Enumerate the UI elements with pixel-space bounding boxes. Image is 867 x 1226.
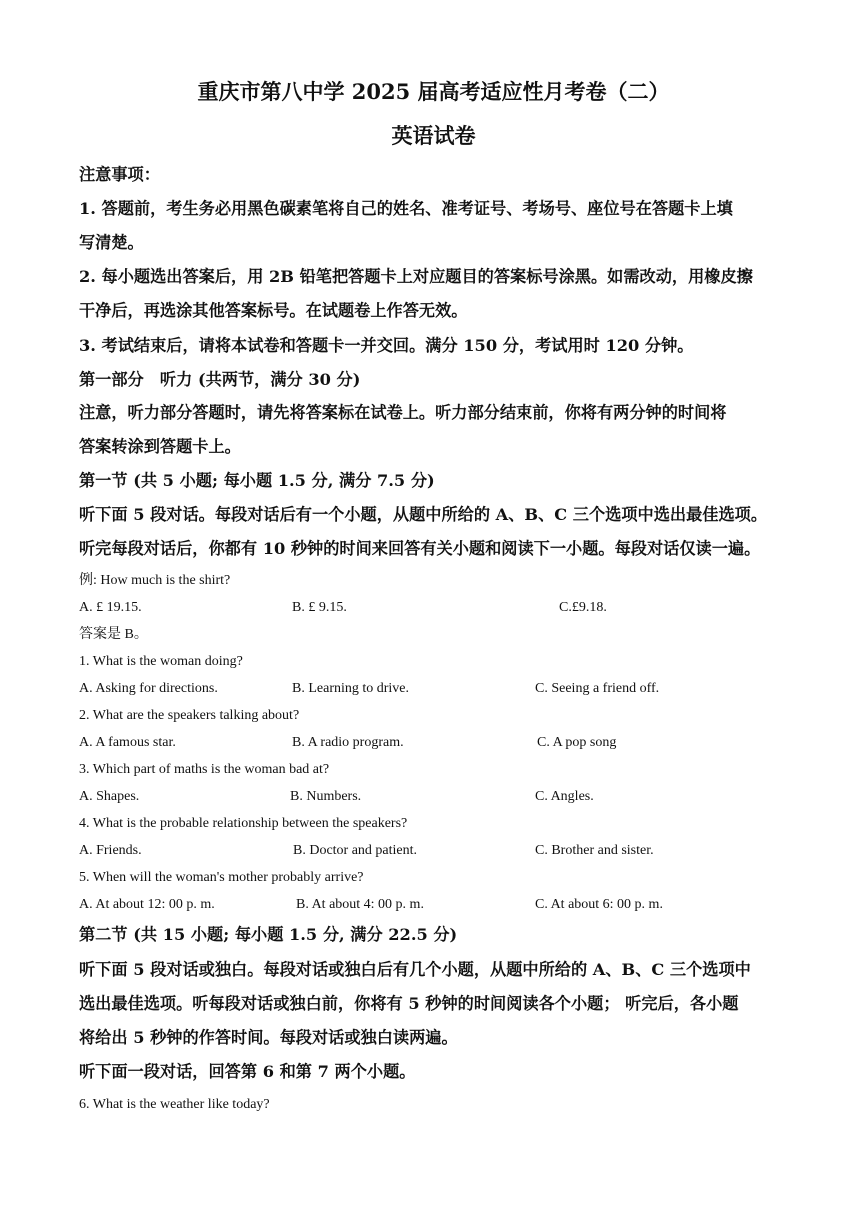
notice-item-2-line-2: 干净后，再选涂其他答案标号。在试题卷上作答无效。 — [79, 301, 468, 320]
question-5-option-c: C. At about 6: 00 p. m. — [535, 897, 663, 912]
question-4: 4. What is the probable relationship between the speakers? — [79, 816, 408, 831]
question-3-option-a: A. Shapes. — [79, 789, 140, 804]
question-2-option-b: B. A radio program. — [292, 735, 404, 750]
example-option-c: C.£9.18. — [559, 600, 607, 615]
section2-heading: 第二节 (共 15 小题; 每小题 1.5 分, 满分 22.5 分) — [79, 925, 458, 944]
page-subtitle: 英语试卷 — [391, 123, 476, 148]
section2-instruction-line-3: 将给出 5 秒钟的作答时间。每段对话或独白读两遍。 — [79, 1028, 458, 1047]
question-3: 3. Which part of maths is the woman bad at? — [79, 762, 330, 777]
page-title: 重庆市第八中学 2025 届高考适应性月考卷（二） — [197, 79, 670, 104]
question-6: 6. What is the weather like today? — [79, 1097, 270, 1112]
question-5: 5. When will the woman's mother probably arrive? — [79, 870, 364, 885]
question-1: 1. What is the woman doing? — [79, 654, 243, 669]
dialogue-intro: 听下面一段对话，回答第 6 和第 7 两个小题。 — [79, 1062, 416, 1081]
question-4-option-b: B. Doctor and patient. — [293, 843, 418, 858]
question-5-option-a: A. At about 12: 00 p. m. — [79, 897, 215, 912]
question-1-option-b: B. Learning to drive. — [292, 681, 410, 696]
question-4-option-a: A. Friends. — [79, 843, 142, 858]
question-5-option-b: B. At about 4: 00 p. m. — [296, 897, 424, 912]
notice-item-3: 3. 考试结束后，请将本试卷和答题卡一并交回。满分 150 分，考试用时 120 分钟。 — [79, 336, 694, 355]
example-question: 例: How much is the shirt? — [79, 573, 231, 588]
question-2: 2. What are the speakers talking about? — [79, 708, 300, 723]
question-3-option-b: B. Numbers. — [290, 789, 362, 804]
example-answer: 答案是 B。 — [79, 627, 148, 642]
question-1-option-a: A. Asking for directions. — [79, 681, 218, 696]
example-option-b: B. £ 9.15. — [292, 600, 347, 615]
section2-instruction-line-2: 选出最佳选项。听每段对话或独白前，你将有 5 秒钟的时间阅读各个小题； 听完后，各小题 — [79, 994, 739, 1013]
question-1-option-c: C. Seeing a friend off. — [535, 681, 660, 696]
notice-heading: 注意事项： — [79, 165, 160, 184]
section1-heading: 第一节 (共 5 小题; 每小题 1.5 分, 满分 7.5 分) — [79, 471, 435, 490]
question-3-option-c: C. Angles. — [535, 789, 594, 804]
example-option-a: A. £ 19.15. — [79, 600, 142, 615]
section1-instruction-line-1: 听下面 5 段对话。每段对话后有一个小题，从题中所给的 A、B、C 三个选项中选出最佳选项。 — [79, 505, 768, 524]
notice-item-1-line-1: 1. 答题前，考生务必用黑色碳素笔将自己的姓名、准考证号、考场号、座位号在答题卡上填 — [79, 199, 733, 218]
notice-item-1-line-2: 写清楚。 — [79, 233, 144, 252]
question-4-option-c: C. Brother and sister. — [535, 843, 654, 858]
question-2-option-c: C. A pop song — [537, 735, 617, 750]
part1-heading: 第一部分 听力 (共两节，满分 30 分) — [79, 370, 361, 389]
question-2-option-a: A. A famous star. — [79, 735, 176, 750]
part1-note-line-1: 注意，听力部分答题时，请先将答案标在试卷上。听力部分结束前，你将有两分钟的时间将 — [79, 403, 727, 422]
notice-item-2-line-1: 2. 每小题选出答案后，用 2B 铅笔把答题卡上对应题目的答案标号涂黑。如需改动，用橡皮擦 — [79, 267, 753, 286]
section2-instruction-line-1: 听下面 5 段对话或独白。每段对话或独白后有几个小题，从题中所给的 A、B、C 三个选项中 — [79, 960, 751, 979]
part1-note-line-2: 答案转涂到答题卡上。 — [79, 437, 241, 456]
section1-instruction-line-2: 听完每段对话后，你都有 10 秒钟的时间来回答有关小题和阅读下一小题。每段对话仅读一遍。 — [79, 539, 761, 558]
